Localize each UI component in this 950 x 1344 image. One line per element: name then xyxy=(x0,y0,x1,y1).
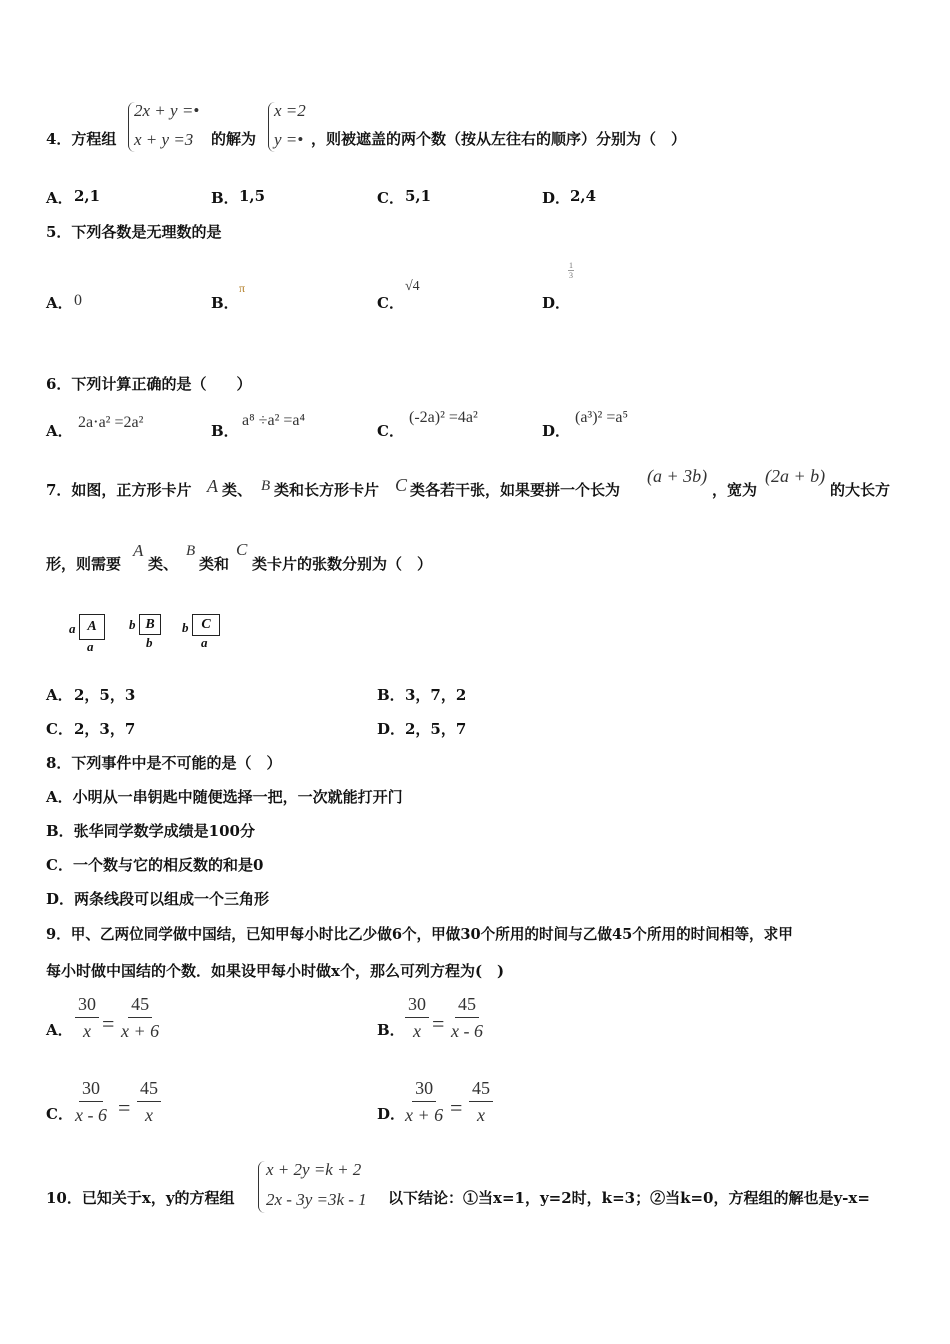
q7-option-a-label: A． xyxy=(46,686,73,704)
q6-option-b-label: B． xyxy=(211,422,239,440)
q9-b-equals: = xyxy=(432,1011,445,1036)
q4-option-b: 1,5 xyxy=(239,187,266,205)
q10-system-brace xyxy=(258,1161,265,1213)
q6-option-d-label: D． xyxy=(542,422,571,440)
q8-stem: 8．下列事件中是不可能的是（ ） xyxy=(46,754,282,772)
q5-option-d-label: D． xyxy=(542,294,571,312)
q9-d-equals: = xyxy=(450,1095,463,1120)
card-a-bottom-label: a xyxy=(87,639,94,654)
q4-tail: ，则被遮盖的两个数（按从左往右的顺序）分别为（ ） xyxy=(311,130,687,148)
q7-sep-1: 类、 xyxy=(222,481,253,499)
q8-option-a: A．小明从一串钥匙中随便选择一把，一次就能打开门 xyxy=(46,788,403,806)
card-c-side-label: b xyxy=(182,620,189,635)
q9-d-left-den: x + 6 xyxy=(405,1105,444,1125)
q8-option-b: B．张华同学数学成绩是100分 xyxy=(46,822,255,840)
q7-length-expression: (a + 3b) xyxy=(647,466,708,486)
q4-mid: 的解为 xyxy=(211,130,257,148)
q6-option-c-label: C． xyxy=(377,422,404,440)
card-b-letter: B xyxy=(145,617,155,632)
q7-var-b: B xyxy=(261,478,271,494)
q9-option-c-label: C． xyxy=(46,1105,73,1123)
q5-stem: 5．下列各数是无理数的是 xyxy=(46,223,222,241)
q9-b-left-den: x xyxy=(413,1021,421,1041)
q9-option-c-right-fraction xyxy=(137,1077,161,1126)
q5-option-b-label: B． xyxy=(211,294,239,312)
q6-option-c: (-2a)² =4a² xyxy=(409,409,478,426)
q9-c-right-num: 45 xyxy=(137,1077,161,1102)
q7-option-c-label: C． xyxy=(46,720,73,738)
q4-solution-line2: y =• xyxy=(274,130,304,149)
q9-b-right-den: x - 6 xyxy=(451,1021,483,1041)
q7-line2-c: 类和 xyxy=(199,555,230,573)
q6-stem: 6．下列计算正确的是（ ） xyxy=(46,375,252,393)
q9-line1: 9．甲、乙两位同学做中国结，已知甲每小时比乙少做6个，甲做30个所用的时间与乙做45个所用的时间相等，求甲 xyxy=(46,926,793,943)
q7-option-b: 3，7，2 xyxy=(405,686,467,704)
q4-lead: 4．方程组 xyxy=(46,130,117,148)
q7-line1-c: 类各若干张，如果要拼一个长为 xyxy=(410,481,621,499)
q5-option-d-denominator: 3 xyxy=(569,271,573,280)
q4-solution-line1: x =2 xyxy=(274,101,306,120)
q4-option-d: 2,4 xyxy=(570,187,597,205)
q5-option-c: √4 xyxy=(405,279,420,294)
q9-b-left-num: 30 xyxy=(405,993,429,1018)
q5-option-a-label: A． xyxy=(46,294,73,312)
q9-line2: 每小时做中国结的个数．如果设甲每小时做x个，那么可列方程为( ) xyxy=(46,962,505,980)
q7-line2-a: 形，则需要 xyxy=(46,555,122,573)
q9-a-left-num: 30 xyxy=(75,993,99,1018)
q7-var-a: A xyxy=(207,476,218,496)
q9-d-right-num: 45 xyxy=(469,1077,493,1102)
q4-option-c-label: C． xyxy=(377,189,404,207)
q7-option-c: 2，3，7 xyxy=(74,720,136,738)
q7-line1-b: 类和长方形卡片 xyxy=(274,481,380,499)
q7-option-a: 2，5，3 xyxy=(74,686,136,704)
q9-c-left-num: 30 xyxy=(79,1077,103,1102)
q4-system-line1: 2x + y =• xyxy=(134,101,200,120)
q7-option-d: 2，5，7 xyxy=(405,720,467,738)
q5-option-c-label: C． xyxy=(377,294,404,312)
q7-var-c: C xyxy=(395,475,408,495)
q9-b-right-num: 45 xyxy=(455,993,479,1018)
card-a-side-label: a xyxy=(69,621,76,636)
card-b-side-label: b xyxy=(129,617,136,632)
card-c-bottom-label: a xyxy=(201,635,208,650)
q5-option-a: 0 xyxy=(74,292,82,309)
q9-c-right-den: x xyxy=(145,1105,153,1125)
q9-option-d-left-fraction xyxy=(405,1077,443,1126)
q4-system-line2: x + y =3 xyxy=(134,130,194,149)
q7-line1-d: ，宽为 xyxy=(712,481,758,499)
card-c-letter: C xyxy=(201,617,211,632)
card-a xyxy=(79,614,105,640)
q6-option-a-label: A． xyxy=(46,422,73,440)
q7-option-b-label: B． xyxy=(377,686,405,704)
q9-c-left-den: x - 6 xyxy=(75,1105,107,1125)
q6-option-b: a⁸ ÷a² =a⁴ xyxy=(242,412,306,429)
q9-option-a-left-fraction xyxy=(75,993,99,1042)
q7-option-d-label: D． xyxy=(377,720,406,738)
q9-option-b-label: B． xyxy=(377,1021,405,1039)
q10-tail: 以下结论：①当x=1，y=2时，k=3；②当k=0，方程组的解也是y-x= xyxy=(388,1189,870,1207)
q7-line2-b: 类、 xyxy=(148,555,179,573)
q6-option-d: (a³)² =a⁵ xyxy=(575,409,629,426)
q9-a-equals: = xyxy=(102,1011,115,1036)
q10-system-line2: 2x - 3y =3k - 1 xyxy=(266,1190,367,1209)
q9-c-equals: = xyxy=(118,1095,131,1120)
q7-line1-e: 的大长方 xyxy=(830,481,891,499)
q4-option-a-label: A． xyxy=(46,189,73,207)
q7-line1-a: 7．如图，正方形卡片 xyxy=(46,481,192,499)
q5-option-d-numerator: 1 xyxy=(569,261,573,270)
q9-option-d-label: D． xyxy=(377,1105,406,1123)
q7-width-expression: (2a + b) xyxy=(765,466,826,486)
q9-option-a-label: A． xyxy=(46,1021,73,1039)
q7-line2-var-a: A xyxy=(133,541,144,560)
q9-d-left-num: 30 xyxy=(412,1077,436,1102)
card-c xyxy=(192,614,220,636)
q7-line2-var-b: B xyxy=(186,543,196,559)
q4-option-a: 2,1 xyxy=(74,187,101,205)
q9-option-d-right-fraction xyxy=(469,1077,493,1126)
q9-option-a-right-fraction xyxy=(121,993,159,1042)
q4-option-d-label: D． xyxy=(542,189,571,207)
q9-a-right-den: x + 6 xyxy=(121,1021,160,1041)
q6-option-a: 2a⋅a² =2a² xyxy=(78,414,144,431)
q9-option-c-left-fraction xyxy=(75,1077,107,1126)
q7-line2-var-c: C xyxy=(236,540,248,559)
q9-a-left-den: x xyxy=(83,1021,91,1041)
q8-option-c: C．一个数与它的相反数的和是0 xyxy=(46,856,264,874)
q10-lead: 10．已知关于x，y的方程组 xyxy=(46,1189,235,1207)
card-b-bottom-label: b xyxy=(146,635,153,650)
q9-a-right-num: 45 xyxy=(128,993,152,1018)
q9-option-b-right-fraction xyxy=(451,993,483,1042)
q4-option-c: 5,1 xyxy=(405,187,432,205)
q5-option-b: π xyxy=(239,281,246,295)
card-a-letter: A xyxy=(87,619,97,634)
q8-option-d: D．两条线段可以组成一个三角形 xyxy=(46,890,270,908)
q9-option-b-left-fraction xyxy=(405,993,429,1042)
q10-system-line1: x + 2y =k + 2 xyxy=(266,1160,362,1179)
q7-line2-d: 类卡片的张数分别为（ ） xyxy=(252,555,433,573)
q4-option-b-label: B． xyxy=(211,189,239,207)
q9-d-right-den: x xyxy=(477,1105,485,1125)
card-b xyxy=(139,614,161,635)
q5-option-d-fraction xyxy=(568,261,574,280)
